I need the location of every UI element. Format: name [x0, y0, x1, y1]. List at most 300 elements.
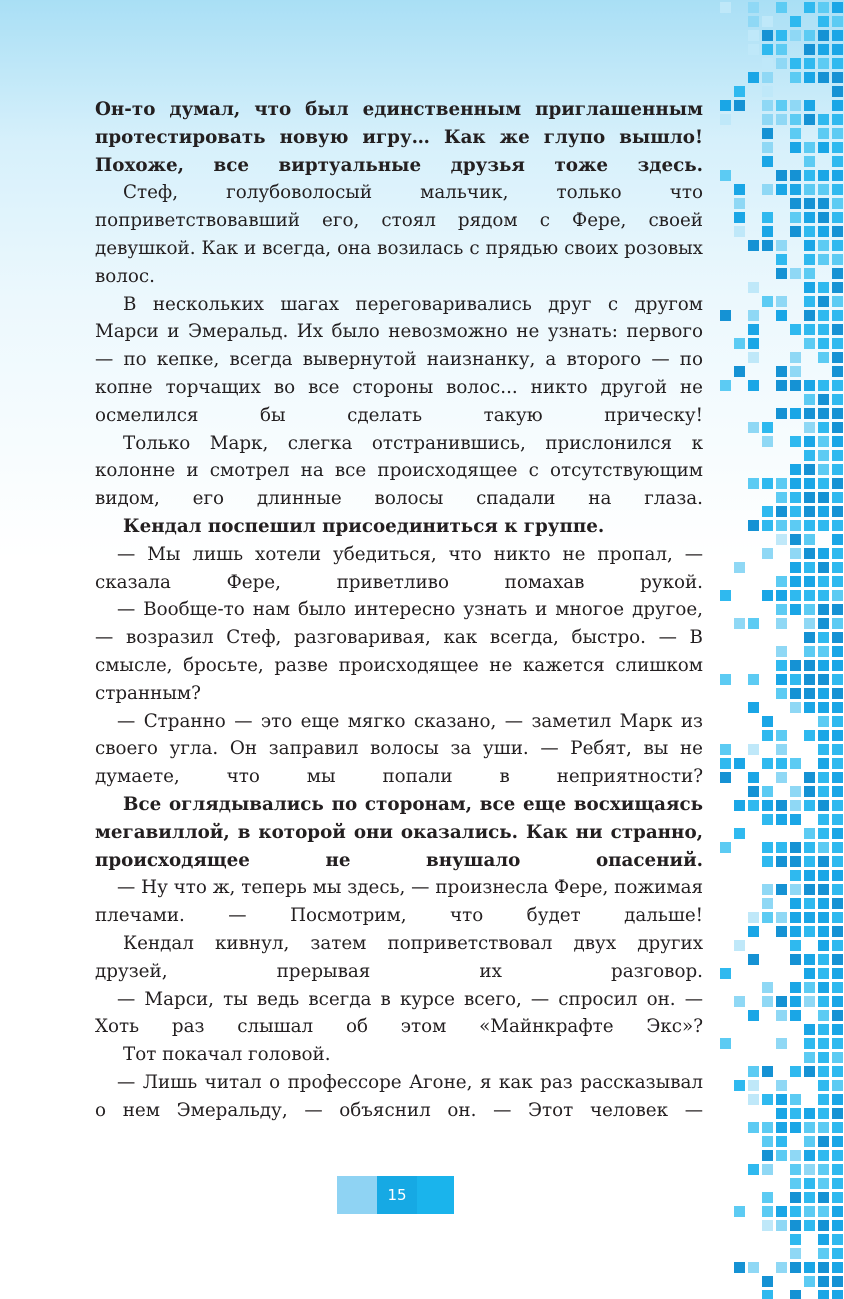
mosaic-tile	[762, 1136, 773, 1147]
mosaic-tile	[776, 1122, 787, 1133]
mosaic-tile	[804, 44, 815, 55]
mosaic-tile	[790, 352, 801, 363]
footer-decor-right	[417, 1176, 454, 1214]
mosaic-tile	[804, 996, 815, 1007]
mosaic-tile	[790, 100, 801, 111]
mosaic-tile	[804, 772, 815, 783]
mosaic-tile	[804, 1192, 815, 1203]
mosaic-tile	[818, 16, 829, 27]
paragraph: Тот покачал головой.	[123, 1044, 331, 1066]
mosaic-tile	[832, 1094, 843, 1105]
mosaic-tile	[748, 674, 759, 685]
mosaic-tile	[804, 464, 815, 475]
mosaic-tile	[818, 982, 829, 993]
mosaic-tile	[804, 520, 815, 531]
mosaic-tile	[832, 898, 843, 909]
mosaic-tile	[832, 30, 843, 41]
mosaic-tile	[818, 506, 829, 517]
mosaic-tile	[776, 590, 787, 601]
mosaic-tile	[734, 828, 745, 839]
mosaic-tile	[804, 184, 815, 195]
mosaic-tile	[748, 926, 759, 937]
mosaic-tile	[832, 1052, 843, 1063]
mosaic-tile	[818, 688, 829, 699]
mosaic-tile	[804, 660, 815, 671]
mosaic-tile	[818, 1234, 829, 1245]
mosaic-tile	[832, 982, 843, 993]
mosaic-tile	[804, 324, 815, 335]
mosaic-tile	[776, 758, 787, 769]
mosaic-tile	[734, 758, 745, 769]
mosaic-tile	[832, 324, 843, 335]
mosaic-tile	[776, 310, 787, 321]
mosaic-tile	[720, 590, 731, 601]
mosaic-tile	[818, 226, 829, 237]
mosaic-tile	[818, 212, 829, 223]
mosaic-tile	[832, 184, 843, 195]
mosaic-tile	[762, 716, 773, 727]
mosaic-tile	[818, 758, 829, 769]
mosaic-tile	[818, 2, 829, 13]
mosaic-tile	[762, 548, 773, 559]
mosaic-tile	[720, 842, 731, 853]
mosaic-tile	[776, 506, 787, 517]
mosaic-tile	[776, 688, 787, 699]
mosaic-tile	[804, 506, 815, 517]
mosaic-tile	[762, 1192, 773, 1203]
mosaic-tile	[762, 898, 773, 909]
mosaic-tile	[804, 1206, 815, 1217]
mosaic-tile	[776, 1038, 787, 1049]
mosaic-tile	[762, 58, 773, 69]
mosaic-tile	[804, 394, 815, 405]
mosaic-tile	[818, 1052, 829, 1063]
mosaic-tile	[790, 940, 801, 951]
mosaic-tile	[832, 128, 843, 139]
mosaic-tile	[790, 142, 801, 153]
mosaic-tile	[832, 968, 843, 979]
mosaic-tile	[748, 380, 759, 391]
mosaic-tile	[832, 268, 843, 279]
paragraph: — Странно — это еще мягко сказано, — заметил Марк из своего угла. Он заправил волосы за уши. — Ребят, вы не думаете, что мы попали в неприятности?	[95, 710, 703, 788]
mosaic-tile	[762, 212, 773, 223]
mosaic-tile	[804, 226, 815, 237]
mosaic-tile	[734, 338, 745, 349]
mosaic-tile	[762, 912, 773, 923]
mosaic-tile	[804, 1262, 815, 1273]
mosaic-tile	[804, 282, 815, 293]
mosaic-tile	[832, 1290, 843, 1299]
mosaic-tile	[832, 660, 843, 671]
mosaic-tile	[790, 268, 801, 279]
mosaic-tile	[804, 30, 815, 41]
mosaic-tile	[818, 1276, 829, 1287]
mosaic-tile	[804, 310, 815, 321]
mosaic-tile	[804, 730, 815, 741]
mosaic-tile	[762, 506, 773, 517]
mosaic-tile	[818, 842, 829, 853]
mosaic-tile	[832, 926, 843, 937]
mosaic-tile	[832, 674, 843, 685]
mosaic-tile	[818, 1262, 829, 1273]
mosaic-tile	[720, 744, 731, 755]
mosaic-tile	[790, 58, 801, 69]
mosaic-tile	[804, 198, 815, 209]
mosaic-tile	[762, 996, 773, 1007]
mosaic-tile	[804, 114, 815, 125]
mosaic-tile	[790, 954, 801, 965]
mosaic-tile	[776, 44, 787, 55]
mosaic-tile	[762, 982, 773, 993]
mosaic-tile	[818, 604, 829, 615]
mosaic-tile	[832, 1178, 843, 1189]
mosaic-tile	[818, 282, 829, 293]
mosaic-tile	[832, 702, 843, 713]
mosaic-tile	[776, 842, 787, 853]
mosaic-tile	[734, 1262, 745, 1273]
mosaic-tile	[818, 1150, 829, 1161]
mosaic-tile	[818, 968, 829, 979]
mosaic-tile	[762, 1206, 773, 1217]
mosaic-tile	[790, 198, 801, 209]
mosaic-tile	[818, 30, 829, 41]
mosaic-tile	[748, 282, 759, 293]
mosaic-tile	[748, 1164, 759, 1175]
mosaic-tile	[776, 618, 787, 629]
mosaic-tile	[818, 1038, 829, 1049]
mosaic-tile	[804, 380, 815, 391]
mosaic-tile	[762, 1066, 773, 1077]
mosaic-tile	[832, 1206, 843, 1217]
mosaic-tile	[762, 730, 773, 741]
mosaic-tile	[832, 394, 843, 405]
mosaic-tile	[804, 1136, 815, 1147]
mosaic-tile	[804, 786, 815, 797]
mosaic-tile	[804, 1178, 815, 1189]
mosaic-tile	[804, 856, 815, 867]
paragraph: — Лишь читал о профессоре Агоне, я как раз рассказывал о нем Эмеральду, — объяснил он. — Этот человек —	[95, 1071, 703, 1121]
mosaic-tile	[790, 1066, 801, 1077]
mosaic-tile	[762, 142, 773, 153]
mosaic-tile	[818, 940, 829, 951]
mosaic-tile	[776, 408, 787, 419]
mosaic-tile	[832, 814, 843, 825]
paragraph: — Вообще-то нам было интересно узнать и многое другое, — возразил Стеф, разговаривая, как всегда, быстро. — В смысле, бросьте, разве происходящее не кажется слишком странным?	[95, 599, 703, 704]
mosaic-tile	[776, 1206, 787, 1217]
mosaic-tile	[818, 590, 829, 601]
mosaic-tile	[776, 268, 787, 279]
mosaic-tile	[804, 1150, 815, 1161]
mosaic-tile	[818, 1066, 829, 1077]
mosaic-tile	[790, 478, 801, 489]
mosaic-tile	[762, 520, 773, 531]
mosaic-tile	[832, 44, 843, 55]
mosaic-tile	[790, 884, 801, 895]
mosaic-tile	[776, 534, 787, 545]
mosaic-tile	[790, 898, 801, 909]
mosaic-tile	[804, 296, 815, 307]
mosaic-tile	[804, 954, 815, 965]
mosaic-tile	[832, 282, 843, 293]
mosaic-tile	[832, 450, 843, 461]
mosaic-tile	[804, 870, 815, 881]
mosaic-tile	[748, 954, 759, 965]
mosaic-tile	[790, 72, 801, 83]
mosaic-tile	[818, 1080, 829, 1091]
mosaic-tile	[762, 240, 773, 251]
mosaic-tile	[818, 310, 829, 321]
mosaic-tile	[790, 380, 801, 391]
mosaic-tile	[790, 1220, 801, 1231]
mosaic-tile	[818, 646, 829, 657]
mosaic-tile	[818, 800, 829, 811]
mosaic-tile	[804, 604, 815, 615]
mosaic-tile	[734, 226, 745, 237]
mosaic-tile	[818, 128, 829, 139]
mosaic-tile	[776, 30, 787, 41]
mosaic-tile	[790, 814, 801, 825]
mosaic-tile	[804, 576, 815, 587]
mosaic-tile	[804, 688, 815, 699]
mosaic-tile	[818, 562, 829, 573]
mosaic-tile	[762, 590, 773, 601]
mosaic-tile	[720, 674, 731, 685]
mosaic-tile	[790, 590, 801, 601]
mosaic-tile	[818, 1290, 829, 1299]
paragraph: В нескольких шагах переговаривались друг с другом Марси и Эмеральд. Их было невозможно не узнать: первого — по кепке, всегда вывернутой наизнанку, а второго — по копне торчащих во все стороны волос... никто другой не осмелился бы сделать такую прическу!	[95, 293, 703, 426]
mosaic-tile	[818, 1192, 829, 1203]
paragraph: Стеф, голубоволосый мальчик, только что поприветствовавший его, стоял рядом с Фере, своей девушкой. Как и всегда, она возилась с прядью своих розовых волос.	[95, 182, 703, 287]
mosaic-tile	[804, 842, 815, 853]
mosaic-tile	[762, 156, 773, 167]
mosaic-tile	[748, 324, 759, 335]
mosaic-tile	[804, 100, 815, 111]
mosaic-tile	[804, 898, 815, 909]
mosaic-tile	[790, 520, 801, 531]
mosaic-tile	[790, 464, 801, 475]
mosaic-tile	[818, 1248, 829, 1259]
mosaic-tile	[748, 744, 759, 755]
mosaic-tile	[790, 506, 801, 517]
mosaic-tile	[804, 58, 815, 69]
mosaic-tile	[832, 422, 843, 433]
mosaic-tile	[818, 1122, 829, 1133]
mosaic-tile	[790, 492, 801, 503]
mosaic-tile	[832, 1276, 843, 1287]
mosaic-tile	[762, 296, 773, 307]
mosaic-tile	[776, 2, 787, 13]
mosaic-tile	[804, 618, 815, 629]
mosaic-tile	[790, 842, 801, 853]
mosaic-tile	[832, 114, 843, 125]
mosaic-tile	[818, 576, 829, 587]
mosaic-tile	[734, 212, 745, 223]
mosaic-tile	[804, 1108, 815, 1119]
mosaic-tile	[776, 744, 787, 755]
mosaic-tile	[762, 30, 773, 41]
mosaic-tile	[804, 1038, 815, 1049]
mosaic-tile	[832, 996, 843, 1007]
mosaic-tile	[804, 72, 815, 83]
mosaic-tile	[818, 408, 829, 419]
mosaic-tile	[790, 408, 801, 419]
mosaic-tile	[776, 576, 787, 587]
mosaic-tile	[748, 1122, 759, 1133]
mosaic-tile	[776, 296, 787, 307]
mosaic-tile	[832, 1024, 843, 1035]
mosaic-tile	[776, 814, 787, 825]
mosaic-tile	[818, 352, 829, 363]
mosaic-tile	[832, 576, 843, 587]
mosaic-tile	[790, 1164, 801, 1175]
mosaic-tile	[734, 366, 745, 377]
mosaic-tile	[748, 1010, 759, 1021]
mosaic-tile	[832, 1220, 843, 1231]
mosaic-tile	[762, 128, 773, 139]
mosaic-tile	[776, 730, 787, 741]
paragraph: — Мы лишь хотели убедиться, что никто не пропал, — сказала Фере, приветливо помахав рукой.	[95, 543, 703, 593]
mosaic-tile	[832, 758, 843, 769]
mosaic-tile	[818, 618, 829, 629]
mosaic-tile	[804, 212, 815, 223]
mosaic-tile	[790, 184, 801, 195]
mosaic-tile	[734, 1080, 745, 1091]
mosaic-tile	[762, 1290, 773, 1299]
mosaic-tile	[818, 912, 829, 923]
mosaic-tile	[832, 226, 843, 237]
mosaic-tile	[818, 632, 829, 643]
mosaic-tile	[804, 1066, 815, 1077]
mosaic-tile	[790, 548, 801, 559]
mosaic-tile	[790, 114, 801, 125]
paragraph: — Марси, ты ведь всегда в курсе всего, — спросил он. — Хоть раз слышал об этом «Майнкрафте Экс»?	[95, 988, 703, 1038]
mosaic-tile	[762, 842, 773, 853]
mosaic-tile	[804, 968, 815, 979]
mosaic-tile	[818, 324, 829, 335]
mosaic-tile	[818, 1178, 829, 1189]
mosaic-tile	[818, 954, 829, 965]
mosaic-tile	[804, 702, 815, 713]
mosaic-tile	[790, 436, 801, 447]
mosaic-tile	[748, 478, 759, 489]
body-text	[95, 96, 703, 1124]
mosaic-tile	[832, 730, 843, 741]
mosaic-tile	[832, 1136, 843, 1147]
mosaic-tile	[790, 982, 801, 993]
mosaic-tile	[790, 1192, 801, 1203]
mosaic-tile	[832, 548, 843, 559]
mosaic-tile	[762, 1150, 773, 1161]
mosaic-tile	[776, 800, 787, 811]
mosaic-tile	[818, 492, 829, 503]
mosaic-tile	[818, 870, 829, 881]
mosaic-tile	[748, 44, 759, 55]
mosaic-tile	[790, 30, 801, 41]
mosaic-tile	[790, 366, 801, 377]
mosaic-tile	[818, 926, 829, 937]
mosaic-tile	[790, 870, 801, 881]
mosaic-tile	[818, 856, 829, 867]
mosaic-tile	[776, 366, 787, 377]
mosaic-tile	[818, 478, 829, 489]
mosaic-tile	[818, 142, 829, 153]
mosaic-tile	[832, 1038, 843, 1049]
mosaic-tile	[832, 296, 843, 307]
mosaic-tile	[776, 58, 787, 69]
mosaic-tile	[832, 254, 843, 265]
mosaic-tile	[776, 674, 787, 685]
mosaic-tile	[790, 212, 801, 223]
page-number: 15	[377, 1176, 417, 1214]
mosaic-tile	[818, 898, 829, 909]
mosaic-tile	[818, 660, 829, 671]
mosaic-tile	[832, 716, 843, 727]
mosaic-tile	[832, 954, 843, 965]
mosaic-tile	[762, 758, 773, 769]
mosaic-tile	[762, 100, 773, 111]
mosaic-tile	[818, 548, 829, 559]
mosaic-tile	[832, 534, 843, 545]
mosaic-tile	[776, 520, 787, 531]
mosaic-tile	[720, 772, 731, 783]
mosaic-tile	[832, 142, 843, 153]
mosaic-tile	[804, 562, 815, 573]
paragraph: — Ну что ж, теперь мы здесь, — произнесла Фере, пожимая плечами. — Посмотрим, что будет дальше!	[95, 877, 703, 927]
mosaic-tile	[804, 632, 815, 643]
mosaic-tile	[776, 1094, 787, 1105]
mosaic-tile	[790, 660, 801, 671]
mosaic-tile	[832, 366, 843, 377]
mosaic-tile	[804, 450, 815, 461]
mosaic-tile	[804, 548, 815, 559]
mosaic-tile	[832, 1262, 843, 1273]
mosaic-tile	[818, 170, 829, 181]
mosaic-tile	[832, 646, 843, 657]
mosaic-tile	[818, 422, 829, 433]
mosaic-tile	[832, 492, 843, 503]
mosaic-tile	[832, 380, 843, 391]
mosaic-tile	[818, 58, 829, 69]
mosaic-tile	[776, 1150, 787, 1161]
mosaic-tile	[832, 1122, 843, 1133]
mosaic-tile	[832, 856, 843, 867]
mosaic-tile	[832, 590, 843, 601]
mosaic-tile	[748, 1094, 759, 1105]
mosaic-tile	[832, 86, 843, 97]
mosaic-tile	[790, 604, 801, 615]
mosaic-tile	[762, 72, 773, 83]
mosaic-tile	[776, 1220, 787, 1231]
mosaic-tile	[832, 618, 843, 629]
mosaic-tile	[804, 1276, 815, 1287]
mosaic-tile	[720, 2, 731, 13]
mosaic-tile	[818, 814, 829, 825]
mosaic-tile	[804, 1220, 815, 1231]
mosaic-tile	[790, 1248, 801, 1259]
mosaic-tile	[804, 926, 815, 937]
mosaic-tile	[804, 912, 815, 923]
footer-decor-left	[337, 1176, 377, 1214]
mosaic-tile	[818, 44, 829, 55]
mosaic-tile	[748, 772, 759, 783]
mosaic-tile	[804, 1122, 815, 1133]
mosaic-tile	[790, 926, 801, 937]
mosaic-tile	[818, 730, 829, 741]
mosaic-tile	[720, 758, 731, 769]
mosaic-tile	[804, 1164, 815, 1175]
mosaic-tile	[832, 520, 843, 531]
mosaic-tile	[776, 254, 787, 265]
